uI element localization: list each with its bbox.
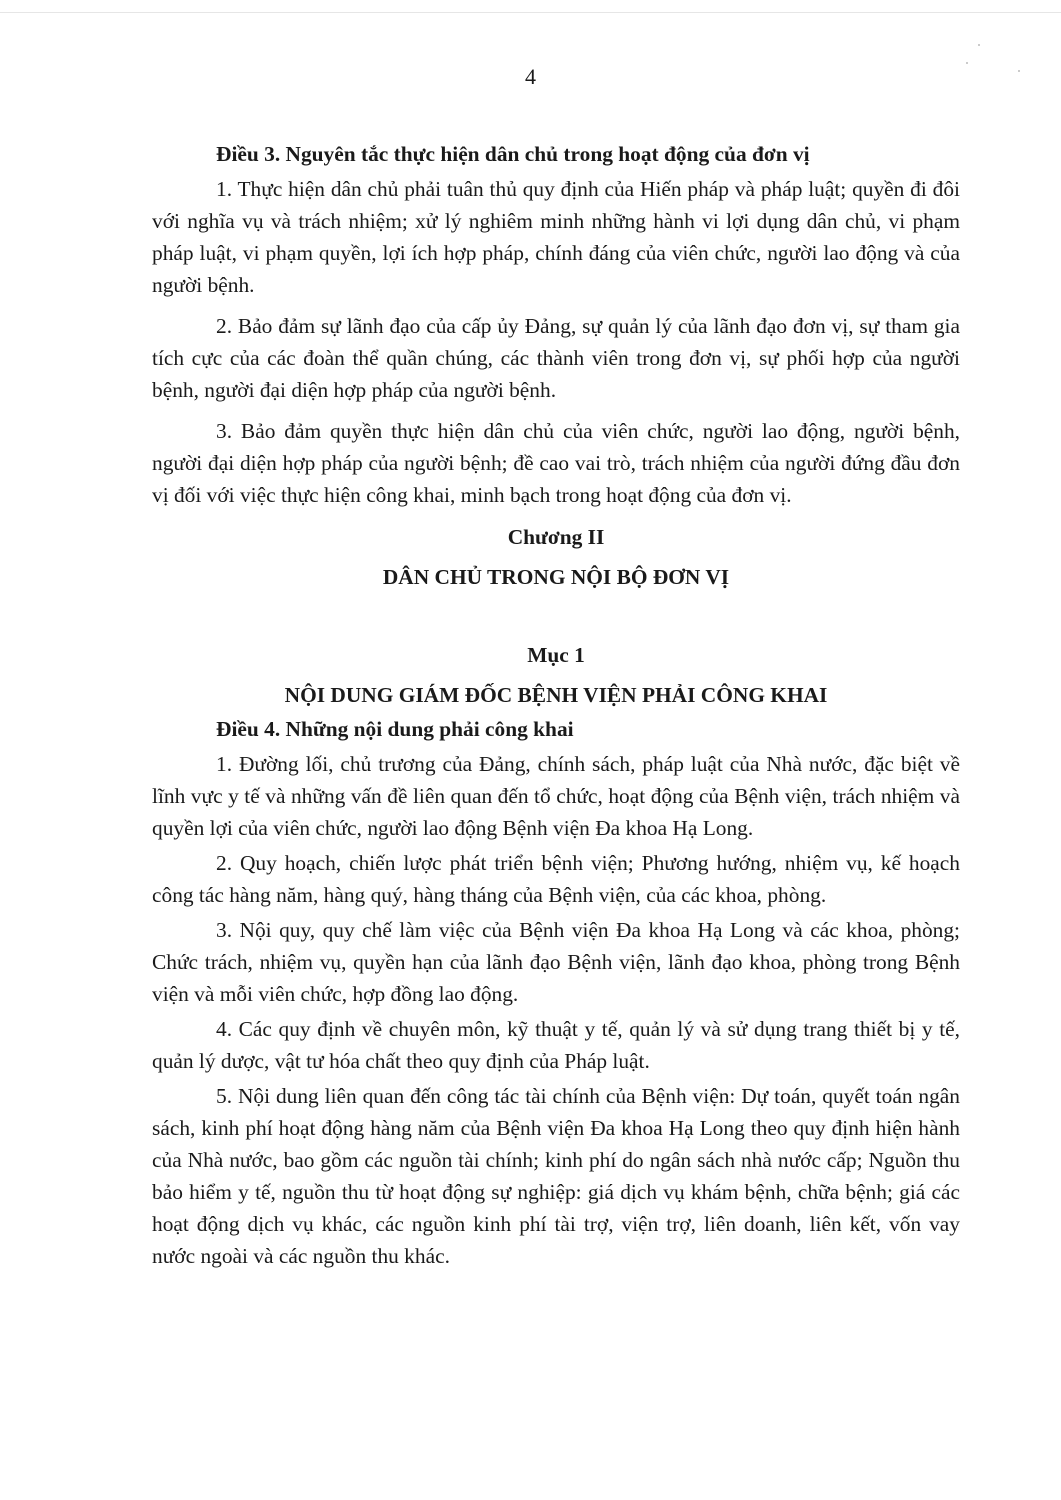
page-number: 4 (525, 64, 536, 89)
article-3-paragraph-2: 2. Bảo đảm sự lãnh đạo của cấp ủy Đảng, sự quản lý của lãnh đạo đơn vị, sự tham gia tích cực của các đoàn thể quần chúng, các thành viên trong đơn vị, sự phối hợp của người bệnh, người đại diện hợp pháp của người bệnh. (152, 314, 960, 402)
article-3-heading: Điều 3. Nguyên tắc thực hiện dân chủ trong hoạt động của đơn vị (216, 142, 810, 166)
section-title: NỘI DUNG GIÁM ĐỐC BỆNH VIỆN PHẢI CÔNG KHAI (284, 683, 828, 707)
article-4-paragraph-1: 1. Đường lối, chủ trương của Đảng, chính sách, pháp luật của Nhà nước, đặc biệt về lĩnh vực y tế và những vấn đề liên quan đến tổ chức, hoạt động của Bệnh viện, trách nhiệm và quyền lợi của viên chức, người lao động Bệnh viện Đa khoa Hạ Long. (152, 752, 960, 840)
chapter-label: Chương II (507, 525, 605, 549)
scan-edge-line (0, 12, 1061, 13)
article-3-paragraph-3: 3. Bảo đảm quyền thực hiện dân chủ của viên chức, người lao động, người bệnh, người đại diện hợp pháp của người bệnh; đề cao vai trò, trách nhiệm của người đứng đầu đơn vị đối với việc thực hiện công khai, minh bạch trong hoạt động của đơn vị. (152, 419, 960, 507)
section-label: Mục 1 (527, 643, 585, 667)
chapter-title: DÂN CHỦ TRONG NỘI BỘ ĐƠN VỊ (382, 565, 730, 589)
article-4-paragraph-5: 5. Nội dung liên quan đến công tác tài chính của Bệnh viện: Dự toán, quyết toán ngân sách, kinh phí hoạt động hàng năm của Bệnh viện Đa khoa Hạ Long theo quy định hiện hành của Nhà nước, bao gồm các nguồn tài chính; kinh phí do ngân sách nhà nước cấp; Nguồn thu bảo hiểm y tế, nguồn thu từ hoạt động sự nghiệp: giá dịch vụ khám bệnh, chữa bệnh; giá các hoạt động dịch vụ khác, các nguồn kinh phí tài trợ, viện trợ, liên doanh, liên kết, vốn vay nước ngoài và các nguồn thu khác. (152, 1084, 960, 1268)
scan-speck (978, 44, 980, 46)
article-3-paragraph-1: 1. Thực hiện dân chủ phải tuân thủ quy định của Hiến pháp và pháp luật; quyền đi đôi với nghĩa vụ và trách nhiệm; xử lý nghiêm minh những hành vi lợi dụng dân chủ, vi phạm pháp luật, vi phạm quyền, lợi ích hợp pháp, chính đáng của viên chức, người lao động và của người bệnh. (152, 177, 960, 297)
article-4-paragraph-3: 3. Nội quy, quy chế làm việc của Bệnh viện Đa khoa Hạ Long và các khoa, phòng; Chức trách, nhiệm vụ, quyền hạn của lãnh đạo Bệnh viện, lãnh đạo khoa, phòng trong Bệnh viện và mỗi viên chức, hợp đồng lao động. (152, 918, 960, 1006)
document-body (152, 138, 960, 1272)
article-4-heading: Điều 4. Những nội dung phải công khai (216, 717, 574, 741)
article-4-paragraph-2: 2. Quy hoạch, chiến lược phát triển bệnh viện; Phương hướng, nhiệm vụ, kế hoạch công tác hàng năm, hàng quý, hàng tháng của Bệnh viện, của các khoa, phòng. (152, 851, 960, 907)
article-4-paragraph-4: 4. Các quy định về chuyên môn, kỹ thuật y tế, quản lý và sử dụng trang thiết bị y tế, quản lý dược, vật tư hóa chất theo quy định của Pháp luật. (152, 1017, 960, 1073)
